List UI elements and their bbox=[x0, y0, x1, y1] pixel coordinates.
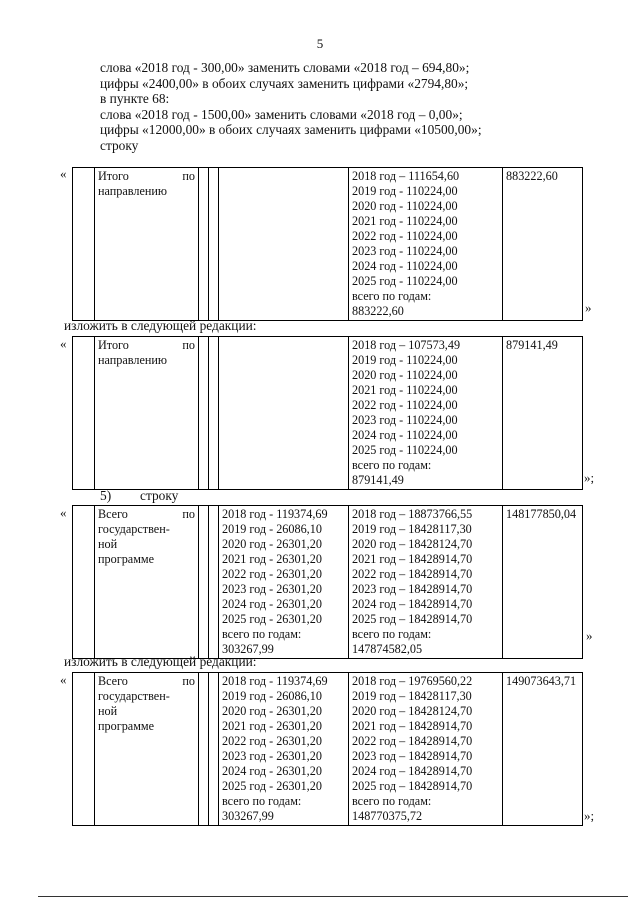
col-b-values: 2018 год – 19769560,22 2019 год – 18428117,30 2020 год – 18428124,70 2021 год – 18428914,70 2022 год – 18428914,70 2023 год – 18428914,70 2024 год – 18428914,70 2025 год – 18428914,70 всего по годам: 148770375,72 bbox=[349, 673, 503, 826]
col-b-values: 2018 год – 18873766,55 2019 год – 18428117,30 2020 год – 18428124,70 2021 год – 18428914,70 2022 год – 18428914,70 2023 год – 18428914,70 2024 год – 18428914,70 2025 год – 18428914,70 всего по годам: 147874582,05 bbox=[349, 506, 503, 659]
intro-line: в пункте 68: bbox=[100, 91, 170, 107]
col-b-values: 2018 год – 111654,60 2019 год - 110224,00 2020 год - 110224,00 2021 год - 110224,00 2022 год - 110224,00 2023 год - 110224,00 2024 год - 110224,00 2025 год - 110224,00 всего по годам: 883222,60 bbox=[349, 168, 503, 321]
table-cell bbox=[199, 168, 209, 321]
table-new-direction bbox=[72, 336, 583, 490]
table-cell bbox=[199, 506, 209, 659]
page-bottom-rule bbox=[38, 896, 628, 897]
close-quote: » bbox=[586, 628, 593, 643]
restate-label: изложить в следующей редакции: bbox=[64, 318, 257, 333]
row-name: Итого по направлению bbox=[95, 168, 199, 321]
close-quote: »; bbox=[584, 470, 595, 485]
total-value: 149073643,71 bbox=[503, 673, 583, 826]
row-name: Всего по государствен- ной программе bbox=[95, 673, 199, 826]
col-a-values: 2018 год - 119374,69 2019 год - 26086,10 2020 год - 26301,20 2021 год - 26301,20 2022 год - 26301,20 2023 год - 26301,20 2024 год - 26301,20 2025 год - 26301,20 всего по годам: 303267,99 bbox=[219, 506, 349, 659]
open-quote: « bbox=[60, 672, 67, 687]
table-cell bbox=[209, 337, 219, 490]
open-quote: « bbox=[60, 505, 67, 520]
table-cell bbox=[199, 673, 209, 826]
row-name: Итого по направлению bbox=[95, 337, 199, 490]
total-value: 879141,49 bbox=[503, 337, 583, 490]
restate-label: изложить в следующей редакции: bbox=[64, 654, 257, 669]
table-old-direction bbox=[72, 167, 583, 321]
table-cell bbox=[73, 506, 95, 659]
open-quote: « bbox=[60, 166, 67, 181]
table-cell bbox=[73, 337, 95, 490]
table-cell bbox=[209, 168, 219, 321]
page-number: 5 bbox=[316, 36, 324, 51]
table-cell bbox=[73, 168, 95, 321]
intro-line: цифры «2400,00» в обоих случаях заменить цифрами «2794,80»; bbox=[100, 75, 469, 91]
intro-line: слова «2018 год - 300,00» заменить словами «2018 год – 694,80»; bbox=[100, 60, 470, 75]
total-value: 148177850,04 bbox=[503, 506, 583, 659]
table-cell bbox=[73, 673, 95, 826]
table-new-program-total bbox=[72, 672, 583, 826]
total-value: 883222,60 bbox=[503, 168, 583, 321]
open-quote: « bbox=[60, 336, 67, 351]
intro-line: цифры «12000,00» в обоих случаях заменить цифрами «10500,00»; bbox=[100, 122, 482, 138]
col-a-values: 2018 год - 119374,69 2019 год - 26086,10 2020 год - 26301,20 2021 год - 26301,20 2022 год - 26301,20 2023 год - 26301,20 2024 год - 26301,20 2025 год - 26301,20 всего по годам: 303267,99 bbox=[219, 673, 349, 826]
col-b-values: 2018 год – 107573,49 2019 год - 110224,00 2020 год - 110224,00 2021 год - 110224,00 2022 год - 110224,00 2023 год - 110224,00 2024 год - 110224,00 2025 год - 110224,00 всего по годам: 879141,49 bbox=[349, 337, 503, 490]
close-quote: » bbox=[585, 300, 592, 315]
table-old-program-total bbox=[72, 505, 583, 659]
table-cell bbox=[209, 673, 219, 826]
intro-line: строку bbox=[100, 137, 139, 153]
col-a-values bbox=[219, 168, 349, 321]
col-a-values bbox=[219, 337, 349, 490]
intro-line: слова «2018 год - 1500,00» заменить словами «2018 год – 0,00»; bbox=[100, 106, 463, 122]
row-name: Всего по государствен- ной программе bbox=[95, 506, 199, 659]
table-cell bbox=[209, 506, 219, 659]
close-quote: »; bbox=[584, 808, 595, 823]
table-cell bbox=[199, 337, 209, 490]
intro-text bbox=[100, 60, 580, 154]
item-5-heading: 5) строку bbox=[100, 488, 179, 503]
